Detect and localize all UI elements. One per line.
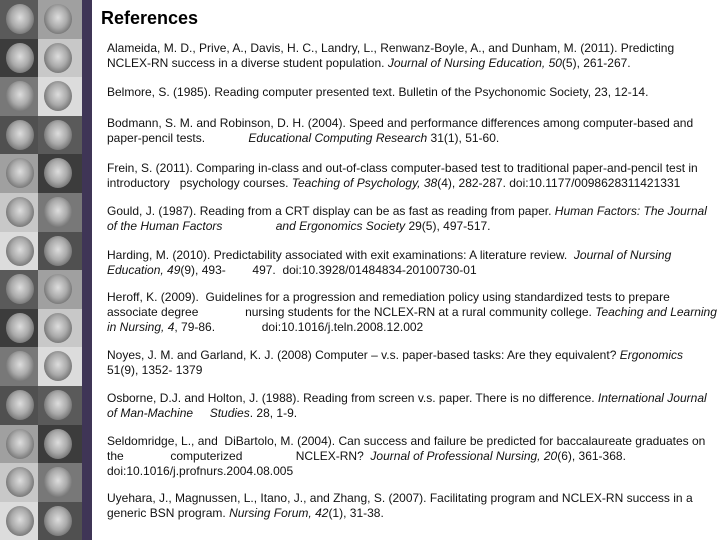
face-image [44, 274, 72, 304]
reference-text: Frein, S. (2011). Comparing in-class and out-of-class computer-based test to traditional paper-and-pencil test in introductory psychology courses. [107, 161, 702, 190]
face-image [44, 120, 72, 150]
reference-text: (5), 261-267. [561, 56, 631, 70]
photo-strip [0, 0, 82, 540]
face-image [44, 467, 72, 497]
portrait-photo [0, 193, 38, 232]
reference-entry [107, 41, 717, 71]
portrait-photo [0, 232, 38, 271]
reference-entry [107, 290, 720, 335]
reference-text: (1), 31-38. [328, 506, 384, 520]
portrait-photo [38, 309, 82, 348]
face-image [44, 351, 72, 381]
portrait-photo [0, 502, 38, 540]
face-image [44, 236, 72, 266]
reference-source: Nursing Forum, 42 [229, 506, 329, 520]
reference-text: Bodmann, S. M. and Robinson, D. H. (2004). Speed and performance differences among computer-based and paper-pencil tests. [107, 116, 697, 145]
portrait-photo [38, 270, 82, 309]
portrait-photo [38, 193, 82, 232]
face-image [6, 81, 34, 111]
face-image [44, 390, 72, 420]
reference-text: (9), 493- 497. doi:10.3928/01484834-20100730-01 [180, 263, 477, 277]
portrait-photo [0, 425, 38, 464]
reference-source: International Journal of Man-Machine Studies [107, 391, 711, 420]
portrait-photo [38, 386, 82, 425]
portrait-photo [0, 463, 38, 502]
face-image [44, 506, 72, 536]
face-image [6, 351, 34, 381]
portrait-photo [0, 39, 38, 78]
face-image [6, 120, 34, 150]
reference-entry [107, 348, 717, 378]
face-image [44, 43, 72, 73]
face-image [6, 313, 34, 343]
reference-text: Heroff, K. (2009). Guidelines for a progression and remediation policy using standardized tests to prepare associate degree nursing students for the NCLEX-RN at a rural community college. [107, 290, 674, 319]
portrait-photo [0, 386, 38, 425]
face-image [6, 467, 34, 497]
portrait-photo [0, 0, 38, 39]
portrait-photo [38, 232, 82, 271]
reference-source: Journal of Professional Nursing, 20 [370, 449, 558, 463]
face-image [6, 197, 34, 227]
reference-entry [107, 116, 717, 146]
portrait-photo [0, 347, 38, 386]
face-image [6, 236, 34, 266]
portrait-photo [38, 425, 82, 464]
reference-entry [107, 204, 717, 234]
portrait-photo [38, 77, 82, 116]
reference-text: Seldomridge, L., and DiBartolo, M. (2004). Can success and failure be predicted for baccalaureate graduates on the computerized NCLEX-RN? [107, 434, 709, 463]
reference-text: . 28, 1-9. [249, 406, 298, 420]
reference-source: Educational Computing Research [248, 131, 428, 145]
reference-text: Osborne, D.J. and Holton, J. (1988). Reading from screen v.s. paper. There is no difference. [107, 391, 598, 405]
page-title: References [101, 8, 199, 28]
reference-entry [107, 391, 717, 421]
accent-bar [82, 0, 92, 540]
reference-source: Teaching and Learning in Nursing, 4 [107, 305, 720, 334]
face-image [6, 429, 34, 459]
portrait-photo [0, 154, 38, 193]
portrait-photo [38, 347, 82, 386]
face-image [6, 4, 34, 34]
reference-entry [107, 434, 717, 479]
portrait-photo [0, 116, 38, 155]
face-image [44, 158, 72, 188]
reference-text: 31(1), 51-60. [427, 131, 500, 145]
reference-text: Belmore, S. (1985). Reading computer presented text. Bulletin of the Psychonomic Society, 23, 12-14. [107, 85, 649, 99]
portrait-photo [38, 116, 82, 155]
face-image [44, 81, 72, 111]
reference-text: Gould, J. (1987). Reading from a CRT display can be as fast as reading from paper. [107, 204, 555, 218]
reference-source: Journal of Nursing Education, 50 [387, 56, 562, 70]
face-image [44, 429, 72, 459]
portrait-photo [0, 309, 38, 348]
reference-text: Harding, M. (2010). Predictability associated with exit examinations: A literature review. [107, 248, 574, 262]
reference-entry [107, 161, 717, 191]
portrait-photo [0, 77, 38, 116]
reference-text: Uyehara, J., Magnussen, L., Itano, J., and Zhang, S. (2007). Facilitating program and NCLEX-RN success in a generic BSN program. [107, 491, 696, 520]
reference-source: Journal of Nursing Education, 49 [107, 248, 675, 277]
reference-text: (4), 282-287. doi:10.1177/0098628311421331 [437, 176, 681, 190]
reference-text: 51(9), 1352- 1379 [107, 348, 687, 377]
face-image [6, 43, 34, 73]
reference-text: Alameida, M. D., Prive, A., Davis, H. C., Landry, L., Renwanz-Boyle, A., and Dunham, M. (2011). Predicting NCLEX-RN success in a diverse student population. [107, 41, 678, 70]
reference-text: Noyes, J. M. and Garland, K. J. (2008) Computer – v.s. paper-based tasks: Are they equivalent? [107, 348, 620, 362]
portrait-photo [38, 154, 82, 193]
reference-source: Teaching of Psychology, 38 [291, 176, 438, 190]
portrait-photo [38, 463, 82, 502]
portrait-photo [0, 270, 38, 309]
face-image [44, 197, 72, 227]
reference-source: Ergonomics [619, 348, 684, 362]
reference-entry [107, 491, 717, 521]
reference-entry [107, 85, 717, 100]
face-image [6, 274, 34, 304]
portrait-photo [38, 39, 82, 78]
face-image [6, 506, 34, 536]
reference-text: 29(5), 497-517. [405, 219, 491, 233]
face-image [6, 390, 34, 420]
face-image [44, 4, 72, 34]
portrait-photo [38, 0, 82, 39]
face-image [44, 313, 72, 343]
reference-text: (6), 361-368. doi:10.1016/j.profnurs.2004.08.005 [107, 449, 630, 478]
face-image [6, 158, 34, 188]
reference-source: Human Factors: The Journal of the Human Factors and Ergonomics Society [107, 204, 711, 233]
reference-text: , 79-86. doi:10.1016/j.teln.2008.12.002 [174, 320, 424, 334]
portrait-photo [38, 502, 82, 540]
reference-entry [107, 248, 717, 278]
